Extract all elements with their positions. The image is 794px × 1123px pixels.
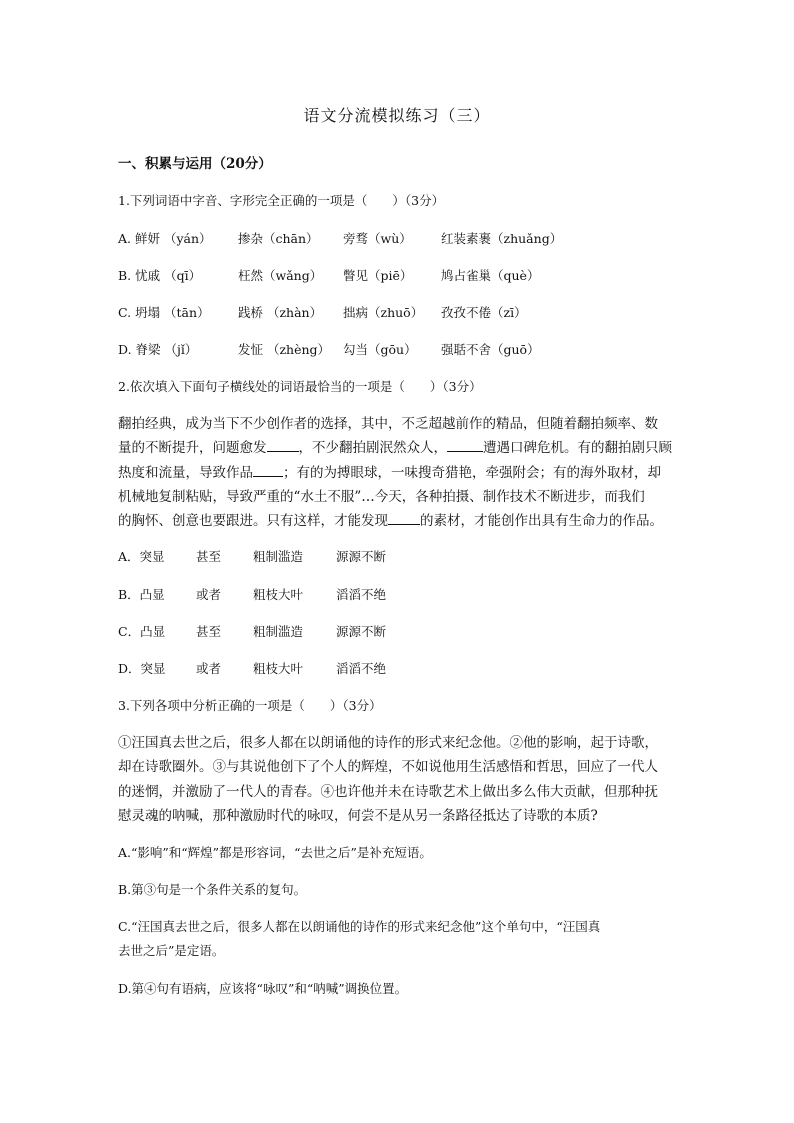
blank-line [388, 512, 420, 525]
question-3-option-b: B.第③句是一个条件关系的复句。 [118, 882, 307, 897]
section-heading: 一、积累与运用（20分） [118, 156, 272, 172]
question-3-option-c: C.“汪国真去世之后，很多人都在以朗诵他的诗作的形式来纪念他”这个单句中，“汪国真 [118, 919, 601, 934]
question-3-stem: 3.下列各项中分析正确的一项是（ ）（3分） [118, 698, 382, 713]
document-page: 语文分流模拟练习（三） 一、积累与运用（20分） 1.下列词语中字音、字形完全正确的一项是（ ）（3分） A. 鲜妍 （yán） 掺杂（chān） 旁骛（wù） 红装素裹（zhuǎng） B. 忧戚 （qī） 枉然（wǎng） 瞥见（piē） 鸠占雀巢（què） C. 坍塌 （tān） 践桥 （zhàn） 拙病（zhuō） 孜孜不倦（zī） D. 脊梁 （jǐ） 发怔 （zhèng） 勾当（gōu） 强聒不舍（guō） 2.依次填入下面句子横线处的词语最恰当的一项是（ ）（3分） 翻拍经典，成为当下不少创作者的选择，其中，不乏超越前作的精品，但随着翻拍频率、数 量的不断提升，问题愈发 ，不少翻拍剧泯然众人， 遭遇口碑危机。有的翻拍剧只顾 热度和流量，导致作品 ；有的为搏眼球，一味搜奇猎艳，牵强附会；有的海外取材，却 机械地复制粘贴，导致严重的“水土不服”…今天，各种拍摄、制作技术不断进步，而我们 的胸怀、创意也要跟进。只有这样，才能发现 的素材，才能创作出具有生命力的作品。 A．突显 甚至 粗制滥造 源源不断 B．凸显 或者 粗枝大叶 滔滔不绝 C．凸显 甚至 粗制滥造 源源不断 D．突显 或者 粗枝大叶 滔滔不绝 3.下列各项中分析正确的一项是（ ）（3分） ①汪国真去世之后，很多人都在以朗诵他的诗作的形式来纪念他。②他的影响，起于诗歌， 却在诗歌圈外。③与其说他创下了个人的辉煌，不如说他用生活感悟和哲思，回应了一代人 的迷惘，并激励了一代人的青春。④也许他并未在诗歌艺术上做出多么伟大贡献，但那种抚 慰灵魂的呐喊，那种激励时代的咏叹，何尝不是从另一条路径抵达了诗歌的本质? A.“影响”和“辉煌”都是形容词，“去世之后”是补充短语。 B.第③句是一个条件关系的复句。 C.“汪国真去世之后，很多人都在以朗诵他的诗作的形式来纪念他”这个单句中，“汪国真 去世之后”是定语。 D.第④句有语病，应该将“咏叹”和“呐喊”调换位置。 [0, 0, 794, 1123]
blank-line [253, 464, 283, 477]
document-title: 语文分流模拟练习（三） [303, 106, 491, 125]
question-3-option-a: A.“影响”和“辉煌”都是形容词，“去世之后”是补充短语。 [118, 845, 432, 860]
blank-line [447, 439, 483, 452]
question-3-option-c-cont: 去世之后”是定语。 [118, 943, 225, 958]
blank-line [267, 439, 299, 452]
question-3-option-d: D.第④句有语病，应该将“咏叹”和“呐喊”调换位置。 [118, 981, 408, 996]
question-1-stem: 1.下列词语中字音、字形完全正确的一项是（ ）（3分） [118, 193, 445, 208]
question-2-stem: 2.依次填入下面句子横线处的词语最恰当的一项是（ ）（3分） [118, 379, 482, 394]
